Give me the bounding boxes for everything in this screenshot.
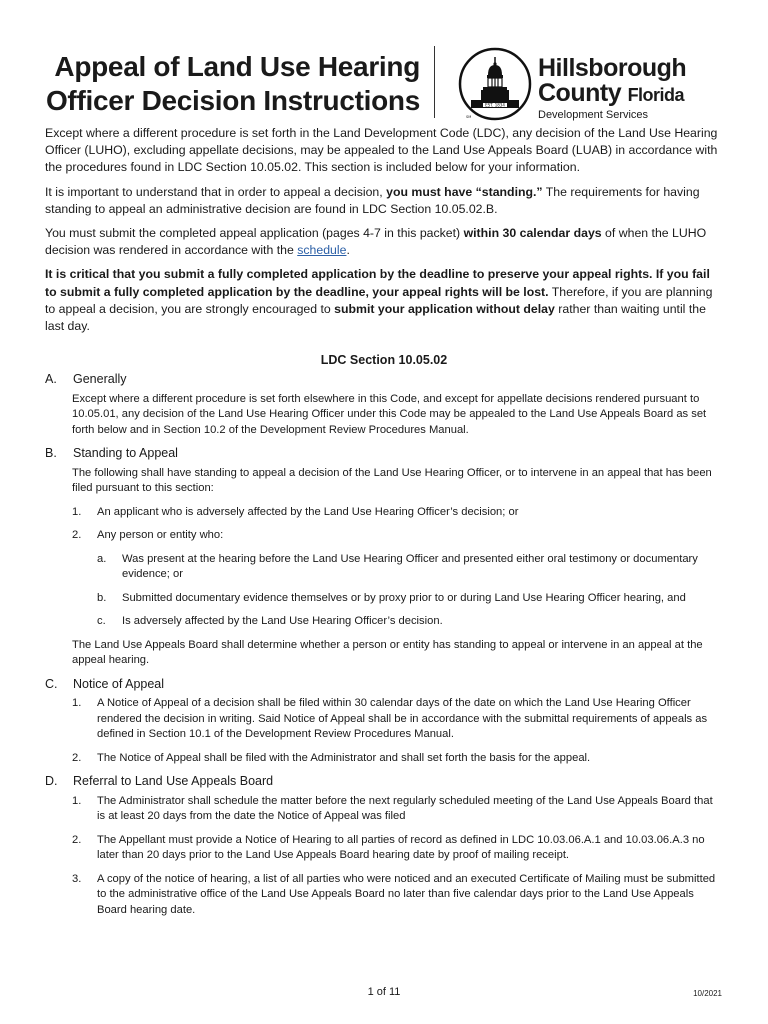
seal-text: EST. 1834	[485, 102, 505, 108]
section-title: Referral to Land Use Appeals Board	[73, 774, 274, 788]
item-number: 3.	[72, 872, 82, 885]
item-text: Submitted documentary evidence themselves or by proxy prior to or during Land Use Hearing Officer hearing, and	[122, 591, 686, 604]
section-b-heading	[45, 446, 723, 462]
list-item	[72, 528, 723, 544]
logo-line-dept: Development Services	[538, 109, 649, 121]
item-text: The Notice of Appeal shall be filed with the Administrator and shall set forth the basis for the appeal.	[97, 751, 591, 764]
intro-p3-bold: within 30 calendar days	[463, 226, 602, 241]
section-d-heading	[45, 774, 723, 790]
intro-p3-period: .	[346, 243, 350, 258]
page-number: 1 of 11	[367, 986, 401, 998]
intro-p4-text-2: rather than waiting until the last day.	[45, 301, 706, 334]
item-number: 1.	[72, 697, 82, 709]
section-title: Notice of Appeal	[73, 676, 165, 691]
list-item	[72, 696, 723, 743]
county-wordmark	[538, 55, 686, 122]
item-number: 2.	[72, 751, 82, 764]
item-text: An applicant who is adversely affected by the Land Use Hearing Officer’s decision; or	[97, 505, 519, 518]
list-item	[72, 505, 723, 521]
intro-paragraph-3	[45, 225, 723, 259]
title-line-2: Officer Decision Instructions	[45, 85, 420, 116]
ldc-section-body	[45, 370, 723, 926]
revision-date: 10/2021	[693, 989, 722, 998]
section-letter: D.	[45, 774, 58, 788]
item-text: Was present at the hearing before the Land Use Hearing Officer and presented either oral testimony or documentary evidence; or	[122, 552, 698, 580]
page-title	[40, 50, 420, 118]
item-text: The Administrator shall schedule the matter before the next regularly scheduled meeting of the Land Use Appeals Board that is at least 20 days from the date the Notice of Appeal was filed	[97, 794, 713, 822]
ldc-section-title: LDC Section 10.05.02	[320, 353, 448, 367]
logo-county: County	[538, 79, 622, 107]
seal-sm-mark: SM	[466, 115, 472, 119]
schedule-link[interactable]: schedule	[297, 243, 347, 258]
list-item	[72, 751, 723, 767]
logo-florida: Florida	[627, 85, 685, 105]
list-item	[72, 794, 723, 825]
item-number: c.	[97, 615, 106, 627]
intro-p3-text: You must submit the completed appeal application (pages 4-7 in this packet)	[45, 226, 464, 241]
item-text: A copy of the notice of hearing, a list of all parties who were noticed and an executed Certificate of Mailing must be submitted to the administrative office of the Land Use Appeals Board no later than five calendar days prior to the Land Use Appeals Board hearing date.	[97, 872, 716, 916]
title-line-1: Appeal of Land Use Hearing	[54, 51, 420, 82]
intro-p4-text: Therefore, if you are planning to appeal a decision, you are strongly encouraged to	[45, 284, 713, 316]
logo-line-hillsborough: Hillsborough	[538, 54, 687, 82]
intro-paragraph-4	[45, 266, 723, 335]
section-letter: C.	[45, 676, 58, 691]
intro-p2-text: It is important to understand that in order to appeal a decision,	[45, 184, 387, 199]
header-divider	[434, 46, 435, 118]
section-b-text: The following shall have standing to appeal a decision of the Land Use Hearing Officer, or to intervene in an appeal that has been filed pursuant to this section:	[72, 466, 712, 494]
list-item	[72, 833, 723, 864]
item-number: 2.	[72, 529, 82, 541]
item-text: Any person or entity who:	[97, 529, 224, 541]
item-number: b.	[97, 591, 107, 604]
item-text: The Appellant must provide a Notice of Hearing to all parties of record as defined in LDC 10.03.06.A.1 and 10.03.06.A.3 no later than 20 days prior to the Land Use Appeals Board hearing date by proof of mailing receipt.	[97, 833, 705, 861]
intro-p2-text-2: The requirements for having standing to appeal an administrative decision are found in LDC Section 10.05.02.B.	[45, 184, 700, 216]
intro-p4-bold: It is critical that you submit a fully completed application by the deadline to preserve your appeal rights. If you fail to submit a fully completed application by the deadline, your appeal rights will be lost.	[45, 267, 710, 299]
section-c-heading	[45, 677, 723, 693]
intro-section	[45, 125, 723, 342]
intro-p4-bold-2: submit your application without delay	[334, 301, 555, 316]
section-a-text: Except where a different procedure is set forth elsewhere in this Code, and except for appellate decisions rendered pursuant to 10.05.01, any decision of the Land Use Hearing Officer under this Code may be appealed to the Land Use Appeals Board as set forth below and in Section 10.2 of the Development Review Procedures Manual.	[72, 392, 707, 436]
sub-list-item	[97, 614, 723, 630]
intro-paragraph-1: Except where a different procedure is set forth in the Land Development Code (LDC), any decision of the Land Use Hearing Officer (LUHO), excluding appellate decisions, may be appealed to the Land Use Appeals Board (LUAB) in accordance with the procedures found in LDC Section 10.05.02. This section is included below for your information.	[45, 126, 718, 175]
section-b-closing: The Land Use Appeals Board shall determine whether a person or entity has standing to appeal or intervene in an appeal at the appeal hearing.	[72, 638, 703, 666]
item-number: 2.	[72, 833, 82, 846]
county-seal-logo	[458, 47, 532, 121]
item-number: 1.	[72, 794, 82, 807]
intro-p3-text-2: of when the LUHO decision was rendered in accordance with the	[45, 226, 707, 258]
section-title: Generally	[73, 372, 127, 386]
section-title: Standing to Appeal	[73, 446, 178, 460]
item-text: A Notice of Appeal of a decision shall be filed within 30 calendar days of the date on which the Land Use Hearing Officer rendered the decision in writing. Said Notice of Appeal shall be in accordance with the submittal requirements of appeals as defined in Section 10.1 of the Development Review Procedures Manual.	[97, 697, 708, 740]
item-number: 1.	[72, 505, 82, 518]
sub-list-item	[97, 591, 723, 607]
item-text: Is adversely affected by the Land Use Hearing Officer’s decision.	[122, 615, 443, 627]
document-header	[0, 0, 768, 125]
section-letter: A.	[45, 372, 57, 386]
logo-line-county	[538, 81, 686, 107]
item-number: a.	[97, 552, 107, 565]
intro-paragraph-2	[45, 184, 723, 218]
intro-p2-bold: you must have “standing.”	[386, 184, 543, 199]
section-a-heading	[45, 372, 723, 388]
section-letter: B.	[45, 446, 57, 460]
list-item	[72, 872, 723, 919]
sub-list-item	[97, 552, 723, 583]
